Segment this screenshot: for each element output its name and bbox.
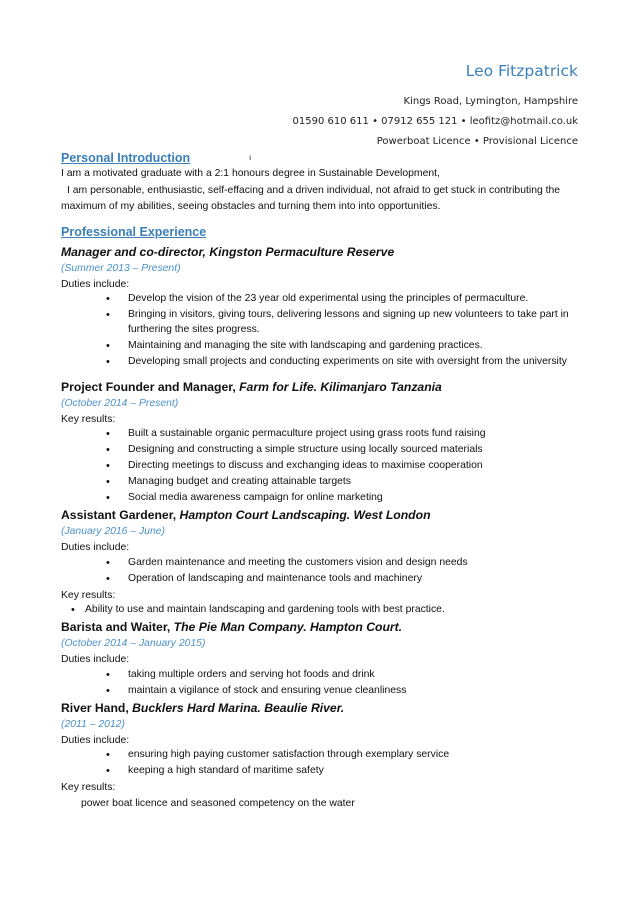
job-dates: (January 2016 – June) <box>61 526 165 537</box>
list-item: • Bringing in visitors, giving tours, delivering lessons and signing up new volunteers to take part in furthering the sites progress. <box>61 308 581 337</box>
list-item: • ensuring high paying customer satisfaction through exemplary service <box>61 748 581 763</box>
address-line: Kings Road, Lymington, Hampshire <box>403 96 578 107</box>
list-item: • maintain a vigilance of stock and ensuring venue cleanliness <box>61 684 581 699</box>
contact-line: 01590 610 611 • 07912 655 121 • leofitz@hotmail.co.uk <box>292 116 578 127</box>
list-item: • Garden maintenance and meeting the customers vision and design needs <box>61 556 581 571</box>
job-dates: (October 2014 – January 2015) <box>61 638 206 649</box>
job-title <box>61 379 581 396</box>
job-label: Duties include: <box>61 542 130 553</box>
job-dates: (Summer 2013 – Present) <box>61 262 181 274</box>
job-label: Duties include: <box>61 734 130 746</box>
candidate-name: Leo Fitzpatrick <box>465 62 578 80</box>
list-item: • Develop the vision of the 23 year old experimental using the principles of permaculture. <box>61 292 581 307</box>
job-bullet-list <box>61 603 581 618</box>
list-item: • keeping a high standard of maritime safety <box>61 764 581 779</box>
section-title-introduction: Personal Introduction <box>61 151 191 165</box>
list-item: • Operation of landscaping and maintenance tools and machinery <box>61 572 581 587</box>
job-label: Duties include: <box>61 654 130 665</box>
list-item: • Ability to use and maintain landscaping and gardening tools with best practice. <box>61 603 581 618</box>
list-item: • Maintaining and managing the site with landscaping and gardening practices. <box>61 339 581 354</box>
job-title <box>61 700 581 717</box>
job-dates: (October 2014 – Present) <box>61 397 179 409</box>
list-item: • Designing and constructing a simple structure using locally sourced materials <box>61 443 581 458</box>
job-title <box>61 619 581 636</box>
job-title: Manager and co-director, Kingston Permaculture Reserve <box>61 244 395 259</box>
stray-mark: ı <box>249 153 252 162</box>
job-label: Key results: <box>61 413 116 425</box>
job-dates: (2011 – 2012) <box>61 718 125 730</box>
job-result-text: power boat licence and seasoned competency on the water <box>81 797 355 809</box>
job-label: Duties include: <box>61 278 130 290</box>
cv-header <box>158 62 578 152</box>
job-employer: The Pie Man Company. Hampton Court. <box>173 620 403 634</box>
list-item: • Managing budget and creating attainable targets <box>61 475 581 490</box>
cv-body <box>61 150 581 811</box>
job-role: Assistant Gardener, <box>61 508 180 522</box>
list-item: • Developing small projects and conducting experiments on site with oversight from the university <box>61 355 581 370</box>
licences-line: Powerboat Licence • Provisional Licence <box>376 136 578 147</box>
job-label: Key results: <box>61 782 116 793</box>
job-label: Key results: <box>61 589 116 601</box>
job-employer: Hampton Court Landscaping. West London <box>179 508 431 522</box>
list-item: • Directing meetings to discuss and exchanging ideas to maximise cooperation <box>61 459 581 474</box>
job-bullet-list <box>61 668 581 699</box>
list-item: • Built a sustainable organic permaculture project using grass roots fund raising <box>61 427 581 442</box>
job-role: Project Founder and Manager, <box>61 379 240 394</box>
job-bullet-list <box>61 427 581 506</box>
job-role: Barista and Waiter, <box>61 620 174 634</box>
list-item: • taking multiple orders and serving hot foods and drink <box>61 668 581 683</box>
job-bullet-list <box>61 748 581 779</box>
job-role: River Hand, <box>61 700 133 715</box>
job-employer: Bucklers Hard Marina. Beaulie River. <box>132 700 345 715</box>
section-title-experience: Professional Experience <box>61 224 207 239</box>
list-item: • Social media awareness campaign for online marketing <box>61 491 581 506</box>
job-bullet-list <box>61 292 581 369</box>
job-bullet-list <box>61 556 581 587</box>
job-employer: Farm for Life. Kilimanjaro Tanzania <box>239 379 442 394</box>
job-title <box>61 507 581 524</box>
intro-line-1: I am a motivated graduate with a 2:1 honours degree in Sustainable Development, <box>61 168 440 179</box>
intro-line-2: I am personable, enthusiastic, self-effacing and a driven individual, not afraid to get stuck in contributing the maximum of my abilities, seeing obstacles and turning them into into opportunities. <box>61 184 561 212</box>
